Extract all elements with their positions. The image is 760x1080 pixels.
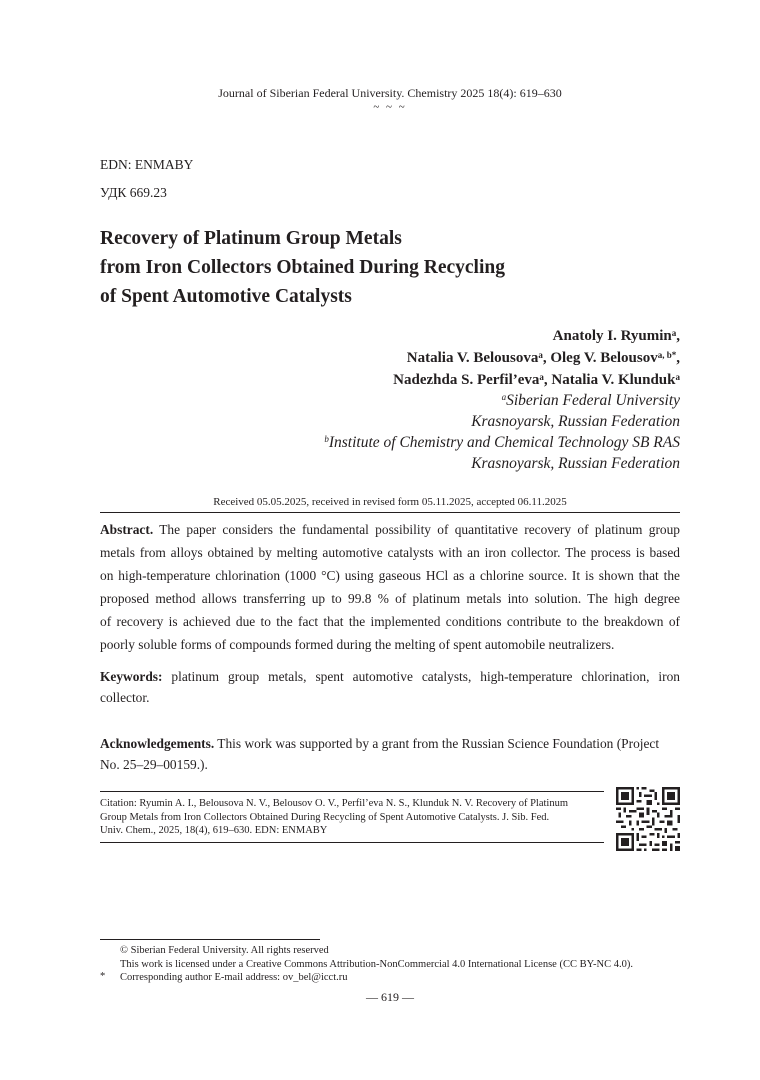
author-separator: , [543, 372, 552, 388]
citation-block [100, 797, 600, 838]
received-dates: Received 05.05.2025, received in revised form 05.11.2025, accepted 06.11.2025 [213, 496, 567, 508]
affil-name: Institute of Chemistry and Chemical Technology SB RAS [328, 434, 680, 451]
author-line [393, 347, 680, 369]
citation-top-rule [100, 791, 604, 792]
keywords [100, 666, 680, 708]
journal-header: Journal of Siberian Federal University. Chemistry 2025 18(4): 619–630 [218, 86, 562, 100]
author-name: Natalia V. Klunduk [551, 372, 676, 388]
copyright-notice: © Siberian Federal University. All rights reserved [120, 945, 329, 956]
page-number: — 619 — [366, 990, 414, 1004]
license-notice: This work is licensed under a Creative Commons Attribution-NonCommercial 4.0 International License (CC BY-NC 4.0). [120, 958, 633, 970]
title-line: from Iron Collectors Obtained During Recycling [100, 257, 505, 278]
abstract-line: metals from alloys obtained by melting automotive catalysts with an iron collector. The process is based [100, 545, 680, 560]
affiliation-b-city: Krasnoyarsk, Russian Federation [471, 455, 680, 472]
citation-line: Univ. Chem., 2025, 18(4), 619–630. EDN: ENMABY [100, 825, 328, 836]
author-list [393, 325, 680, 391]
keywords-line: collector. [100, 690, 150, 705]
affiliation-a-name [324, 390, 680, 411]
abstract [100, 518, 680, 656]
acknowledgements [100, 733, 680, 775]
affiliation-a-city: Krasnoyarsk, Russian Federation [471, 413, 680, 430]
title-line: of Spent Automotive Catalysts [100, 286, 352, 307]
author-name: Anatoly I. Ryumin [552, 328, 672, 344]
footnote-marker: * [100, 971, 106, 982]
author-line [393, 325, 680, 347]
author-affil-sup: a [539, 372, 544, 382]
keywords-text: platinum group metals, spent automotive catalysts, high-temperature chlorination, iron [162, 669, 680, 684]
paper-title [100, 224, 505, 311]
keywords-line [100, 666, 680, 687]
author-affil-sup: a [538, 350, 543, 360]
citation-line: Citation: Ryumin A. I., Belousova N. V., Belousov O. V., Perfil’eva N. S., Klunduk N. V. Recovery of Platinum [100, 798, 568, 809]
affiliation-b-name [324, 432, 680, 453]
abstract-line: on high-temperature chlorination (1000 °C) using gaseous HCl as a chlorine source. It is shown that the [100, 568, 680, 583]
qr-code-icon [616, 787, 680, 851]
keywords-label: Keywords: [100, 669, 163, 684]
author-affil-sup: a [671, 328, 677, 338]
affiliations [324, 390, 680, 474]
author-name: Nadezhda S. Perfil’eva [393, 372, 540, 388]
ack-text: This work was supported by a grant from the Russian Science Foundation (Project [214, 736, 660, 751]
abstract-line: poorly soluble forms of compounds formed during the melting of spent automobile neutralizers. [100, 637, 615, 652]
author-name: Oleg V. Belousov [550, 350, 658, 366]
abstract-line: of recovery is achieved due to the fact that the implemented conditions contribute to the breakdown of [100, 614, 680, 629]
footnotes [120, 944, 633, 985]
abstract-line [100, 518, 680, 541]
author-name: Natalia V. Belousova [406, 350, 539, 366]
author-separator: , [542, 350, 551, 366]
citation-bottom-rule [100, 842, 604, 843]
author-affil-sup: a, b* [657, 350, 677, 360]
edn-code: EDN: ENMABY [100, 157, 194, 172]
affil-sup: a [501, 392, 507, 402]
author-separator: , [676, 328, 680, 344]
header-ornament: ~ ~ ~ [373, 101, 407, 113]
affil-sup: b [324, 434, 329, 444]
ack-line: No. 25–29–00159.). [100, 757, 208, 772]
abstract-label: Abstract. [100, 522, 154, 537]
ack-line [100, 733, 680, 754]
udk-code: УДК 669.23 [100, 185, 167, 200]
abstract-text: The paper considers the fundamental possibility of quantitative recovery of platinum group [153, 522, 680, 537]
corresponding-author: Corresponding author E-mail address: ov_bel@icct.ru [120, 972, 348, 983]
ack-label: Acknowledgements. [100, 736, 215, 751]
affil-name: Siberian Federal University [506, 392, 680, 409]
author-affil-sup: a [675, 372, 680, 382]
author-separator: , [676, 350, 680, 366]
footnote-rule [100, 939, 320, 940]
citation-line: Group Metals from Iron Collectors Obtained During Recycling of Spent Automotive Catalysts. J. Sib. Fed. [100, 811, 550, 823]
title-line: Recovery of Platinum Group Metals [100, 228, 402, 249]
author-line [393, 369, 680, 391]
divider [100, 512, 680, 513]
abstract-line: proposed method allows transferring up to 99.8 % of platinum metals into solution. The high degree [100, 591, 680, 606]
